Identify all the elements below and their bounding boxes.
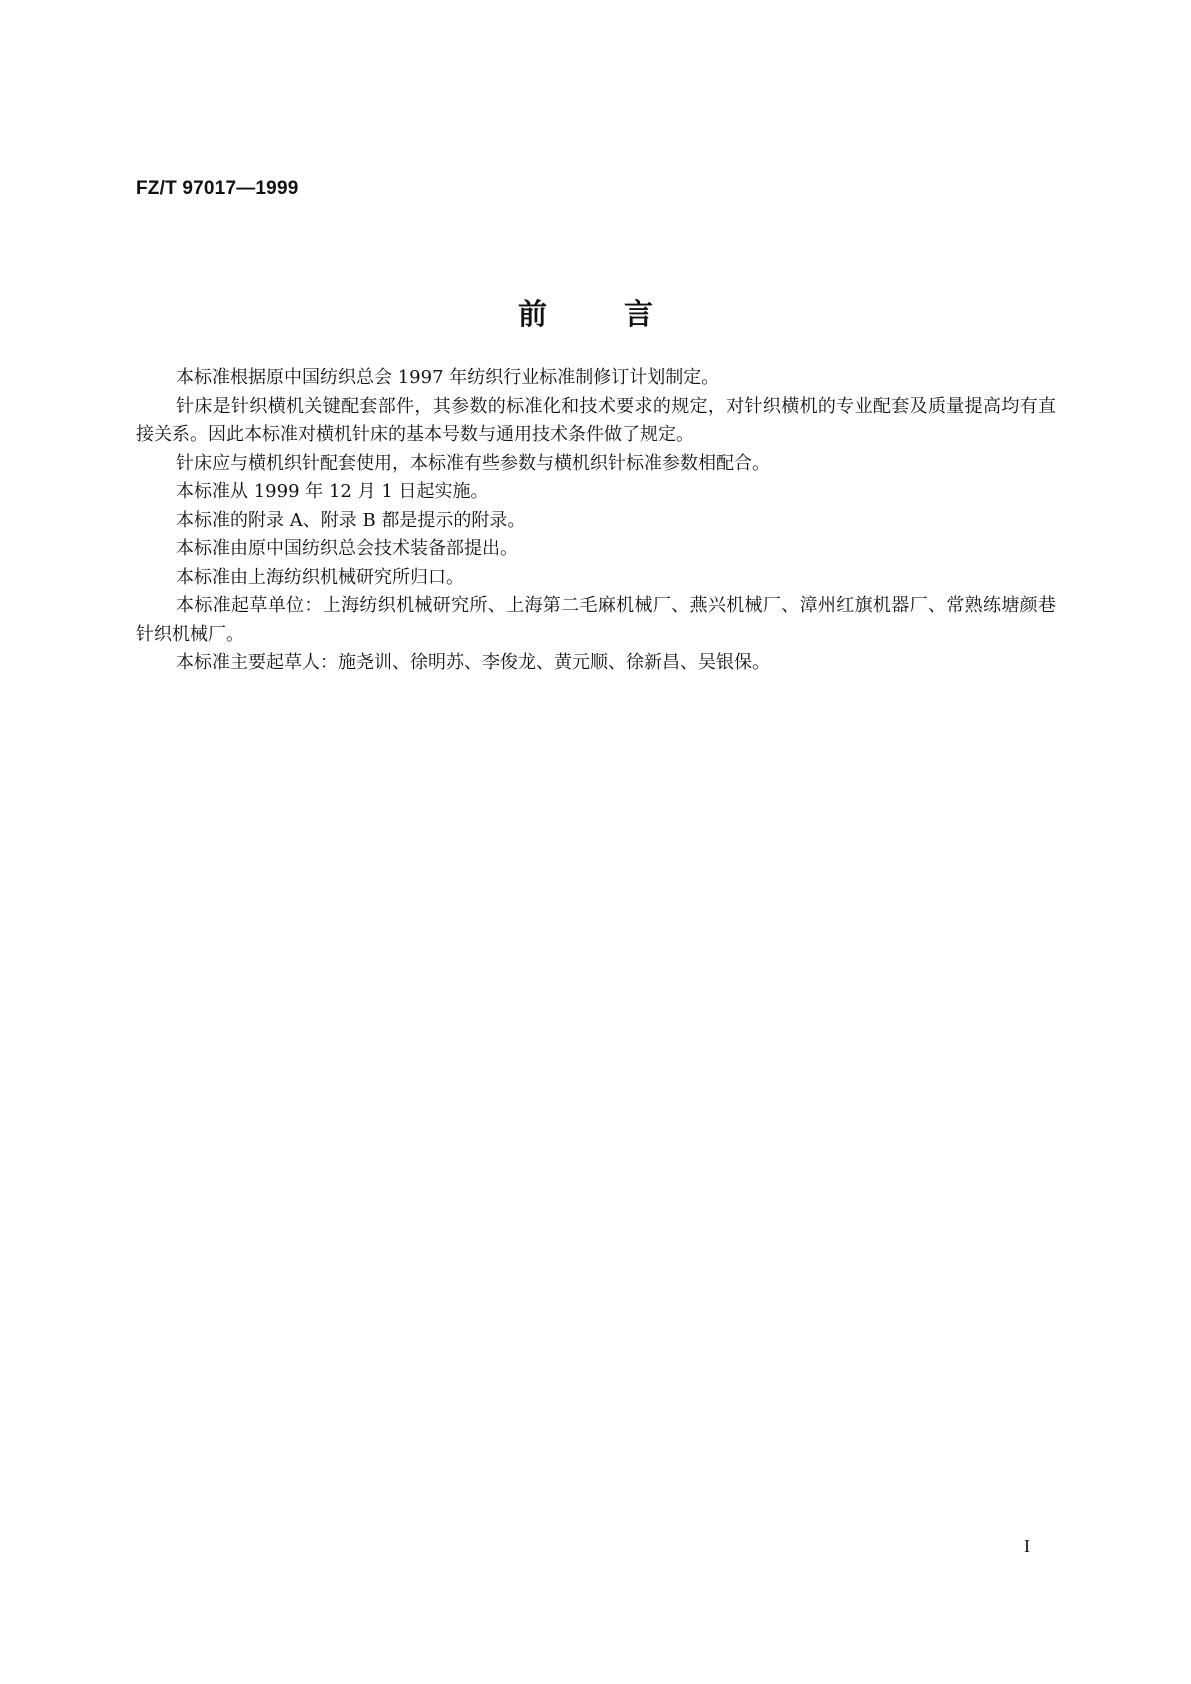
paragraph-effective-date: 本标准从 1999 年 12 月 1 日起实施。 bbox=[176, 481, 489, 502]
paragraph-drafters: 本标准主要起草人：施尧训、徐明苏、李俊龙、黄元顺、徐新昌、吴银保。 bbox=[176, 652, 770, 673]
standard-code: FZ/T 97017—1999 bbox=[136, 178, 299, 199]
foreword-body bbox=[136, 364, 1056, 678]
paragraph-plan: 本标准根据原中国纺织总会 1997 年纺织行业标准制修订计划制定。 bbox=[176, 367, 720, 388]
paragraph-compatibility: 针床应与横机织针配套使用，本标准有些参数与横机织针标准参数相配合。 bbox=[176, 452, 770, 474]
paragraph-appendices: 本标准的附录 A、附录 B 都是提示的附录。 bbox=[176, 509, 526, 531]
paragraph-drafting-units: 本标准起草单位：上海纺织机械研究所、上海第二毛麻机械厂、燕兴机械厂、漳州红旗机器厂、常熟练塘颜巷针织机械厂。 bbox=[136, 595, 1056, 645]
title-char-1: 前 bbox=[518, 297, 548, 331]
page-number: I bbox=[1024, 1536, 1030, 1556]
paragraph-purpose: 针床是针织横机关键配套部件，其参数的标准化和技术要求的规定，对针织横机的专业配套及质量提高均有直接关系。因此本标准对横机针床的基本号数与通用技术条件做了规定。 bbox=[136, 395, 1056, 445]
paragraph-administrator: 本标准由上海纺织机械研究所归口。 bbox=[176, 566, 464, 588]
title-char-2: 言 bbox=[624, 297, 654, 331]
paragraph-proposer: 本标准由原中国纺织总会技术装备部提出。 bbox=[176, 538, 518, 559]
page-title bbox=[518, 294, 678, 334]
